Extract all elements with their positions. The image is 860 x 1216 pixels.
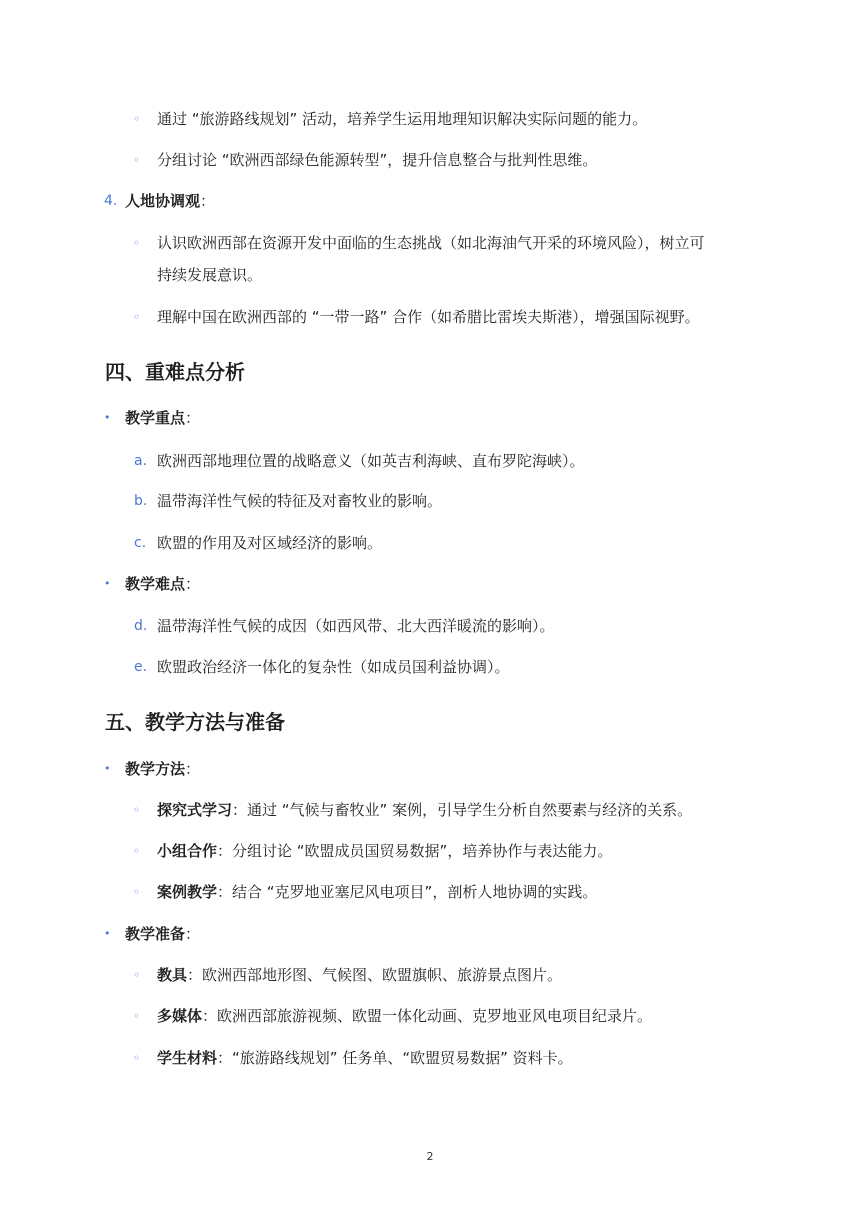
item-title: 人地协调观: [125, 192, 201, 210]
circle-bullet-icon: ◦: [133, 1051, 141, 1065]
bullet-dot-icon: •: [104, 577, 111, 590]
circle-bullet-icon: ◦: [133, 885, 141, 899]
circle-bullet-icon: ◦: [133, 153, 141, 167]
circle-bullet-icon: ◦: [133, 1009, 141, 1023]
circle-bullet-icon: ◦: [133, 112, 141, 126]
document-page: ◦ 通过 “旅游路线规划” 活动，培养学生运用地理知识解决实际问题的能力。 ◦ 分组讨论 “欧洲西部绿色能源转型”，提升信息整合与批判性思维。 4. 人地协调观： ◦ 认识欧洲西部在资源开发中面临的生态挑战（如北海油气开采的环境风险），树立可 持续发展意识。 ◦ 理解中国在欧洲西部的 “一带一路” 合作（如希腊比雷埃夫斯港），增强国际视野。 四、重难点分析 • 教学重点： a. 欧洲西部地理位置的战略意义（如英吉利海峡、直布罗陀海峡）。 b. 温带海洋性气候的特征及对畜牧业的影响。 c. 欧盟的作用及对区域经济的影响。 • 教学难点： d. 温带海洋性气候的成因（如西风带、北大西洋暖流的影响）。 e. 欧盟政治经济一体化的复杂性（如成员国利益协调）。 五、教学方法与准备 • 教学方法： ◦ 探究式学习：通过 “气候与畜牧业” 案例，引导学生分析自然要素与经济的关系。 ◦ 小组合作：分组讨论 “欧盟成员国贸易数据”，培养协作与表达能力。 ◦ 案例教学：结合 “克罗地亚塞尼风电项目”，剖析人地协调的实践。 • 教学准备： ◦ 教具：欧洲西部地形图、气候图、欧盟旗帜、旅游景点图片。 ◦ 多媒体：欧洲西部旅游视频、欧盟一体化动画、克罗地亚风电项目纪录片。 ◦ 学生材料：“旅游路线规划” 任务单、“欧盟贸易数据” 资料卡。 2: [0, 0, 860, 1216]
section-heading: 五、教学方法与准备: [105, 710, 285, 734]
circle-bullet-icon: ◦: [133, 968, 141, 982]
list-letter: e.: [134, 659, 148, 675]
circle-bullet-icon: ◦: [133, 803, 141, 817]
circle-bullet-icon: ◦: [133, 310, 141, 324]
list-letter: c.: [134, 535, 147, 551]
page-number: 2: [426, 1150, 434, 1163]
bullet-dot-icon: •: [104, 927, 111, 940]
list-number: 4.: [104, 193, 118, 209]
circle-bullet-icon: ◦: [133, 236, 141, 250]
list-letter: a.: [134, 453, 148, 469]
list-letter: d.: [134, 618, 148, 634]
circle-bullet-icon: ◦: [133, 844, 141, 858]
section-heading: 四、重难点分析: [105, 360, 245, 384]
bullet-dot-icon: •: [104, 762, 111, 775]
bullet-dot-icon: •: [104, 411, 111, 424]
list-letter: b.: [134, 493, 148, 509]
